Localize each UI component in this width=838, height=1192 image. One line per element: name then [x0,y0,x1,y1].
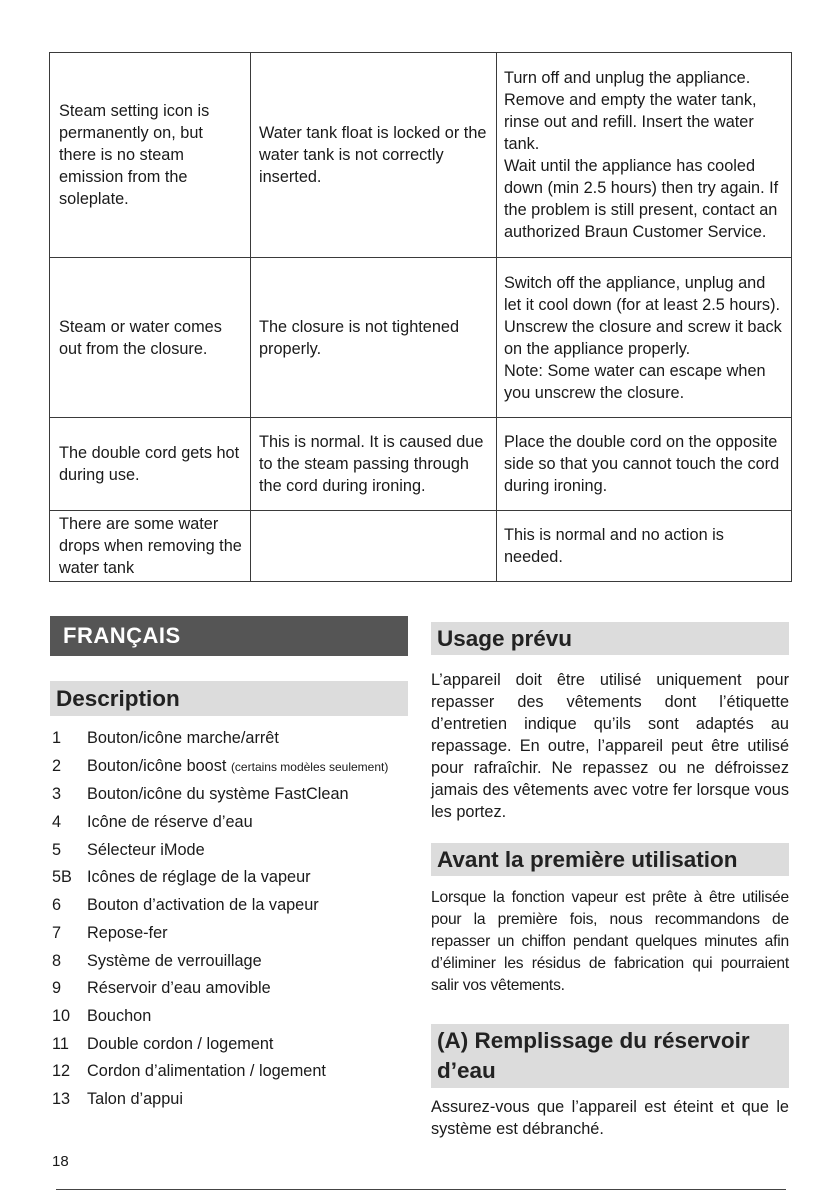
component-list [50,727,408,1110]
table-row [50,53,792,258]
item-number: 6 [52,896,62,915]
table-row [50,511,792,582]
remedy-line: Switch off the appliance, unplug and let it cool down (for at least 2.5 hours). [504,273,781,314]
list-item [50,755,408,778]
list-item [50,1060,408,1082]
item-number: 10 [52,1006,71,1025]
item-label: Double cordon / logement [87,1034,274,1053]
list-item [50,783,408,805]
item-number: 1 [52,729,62,747]
item-label: Bouchon [87,1006,152,1025]
list-item [50,922,408,944]
item-label: Talon d’appui [87,1089,183,1108]
list-item [50,1005,408,1027]
troubleshooting-table [49,52,792,582]
item-number: 7 [52,923,62,942]
item-number: 3 [52,785,62,804]
remedy-line: Unscrew the closure and screw it back on the appliance properly. [504,317,782,358]
problem-cell: The double cord gets hot during use. [50,418,251,511]
remedy-line: Wait until the appliance has cooled down (min 2.5 hours) then try again. If the problem is still present, contact an authorized Braun Customer Service. [504,157,779,241]
usage-paragraph: L’appareil doit être utilisé uniquement pour repasser des vêtements dont l’étiquette d’entretien indique qu’ils sont adaptés au repassage. En outre, l’appareil peut être utilisé pour rafraîchir. Ne repassez ou ne défroissez jamais des vêtements avec votre fer lorsque vous les portez. [431,671,789,821]
usage-heading: Usage prévu [431,622,789,655]
list-item [50,811,408,833]
description-heading: Description [50,681,408,716]
remedy-line: This is normal and no action is needed. [504,526,724,566]
item-label: Système de verrouillage [87,951,262,970]
cause-cell: This is normal. It is caused due to the steam passing through the cord during ironing. [251,418,497,511]
list-item [50,977,408,999]
list-item [50,839,408,861]
remedy-cell [497,511,792,582]
table-row [50,258,792,418]
item-number: 13 [52,1089,71,1108]
item-label: Icônes de réglage de la vapeur [87,868,311,887]
cause-cell: The closure is not tightened properly. [251,258,497,418]
item-number: 5 [52,840,62,859]
problem-cell: There are some water drops when removing the water tank [50,511,251,582]
list-item [50,1033,408,1055]
language-banner: FRANÇAIS [50,616,408,656]
item-note: (certains modèles seulement) [230,759,389,774]
right-column [431,622,789,1140]
item-number: 9 [52,979,62,998]
list-item [50,950,408,972]
item-number: 12 [52,1062,71,1081]
item-label: Repose-fer [87,923,168,942]
remedy-line: Place the double cord on the opposite side so that you cannot touch the cord during ironing. [504,433,780,495]
list-item [50,1088,408,1110]
item-number: 4 [52,813,62,832]
item-label: Bouton/icône boost (certains modèles seulement) [87,756,389,775]
remedy-cell [497,53,792,258]
cause-cell [251,511,497,582]
filling-heading: (A) Remplissage du réservoir d’eau [431,1024,789,1088]
remedy-line: Note: Some water can escape when you unscrew the closure. [504,361,766,402]
list-item [50,894,408,916]
remedy-cell [497,418,792,511]
left-column [50,616,408,1116]
table-row [50,418,792,511]
item-label: Bouton/icône du système FastClean [87,785,349,804]
item-number: 5B [52,868,72,887]
item-label: Bouton/icône marche/arrêt [87,729,279,747]
remedy-cell [497,258,792,418]
list-item [50,727,408,749]
bottom-divider [56,1189,786,1190]
item-label: Bouton d’activation de la vapeur [87,896,319,915]
item-label: Sélecteur iMode [87,840,205,859]
item-number: 2 [52,756,62,775]
problem-cell: Steam setting icon is permanently on, but there is no steam emission from the soleplate. [50,53,251,258]
list-item [50,866,408,888]
filling-paragraph: Assurez-vous que l’appareil est éteint et que le système est débranché. [431,1098,789,1138]
item-number: 8 [52,951,62,970]
page-number: 18 [52,1153,69,1170]
first-use-heading: Avant la première utilisation [431,843,789,876]
problem-cell: Steam or water comes out from the closure. [50,258,251,418]
cause-cell: Water tank float is locked or the water tank is not correctly inserted. [251,53,497,258]
item-number: 11 [52,1034,69,1053]
item-label: Icône de réserve d’eau [87,813,253,832]
first-use-paragraph: Lorsque la fonction vapeur est prête à être utilisée pour la première fois, nous recommandons de repasser un chiffon pendant quelques minutes afin d’éliminer les résidus de fabrication qui pourraient salir vos vêtements. [431,889,789,994]
remedy-line: Turn off and unplug the appliance. Remove and empty the water tank, rinse out and refill. Insert the water tank. [504,69,757,153]
item-label: Cordon d’alimentation / logement [87,1062,326,1081]
item-label: Réservoir d’eau amovible [87,979,271,998]
